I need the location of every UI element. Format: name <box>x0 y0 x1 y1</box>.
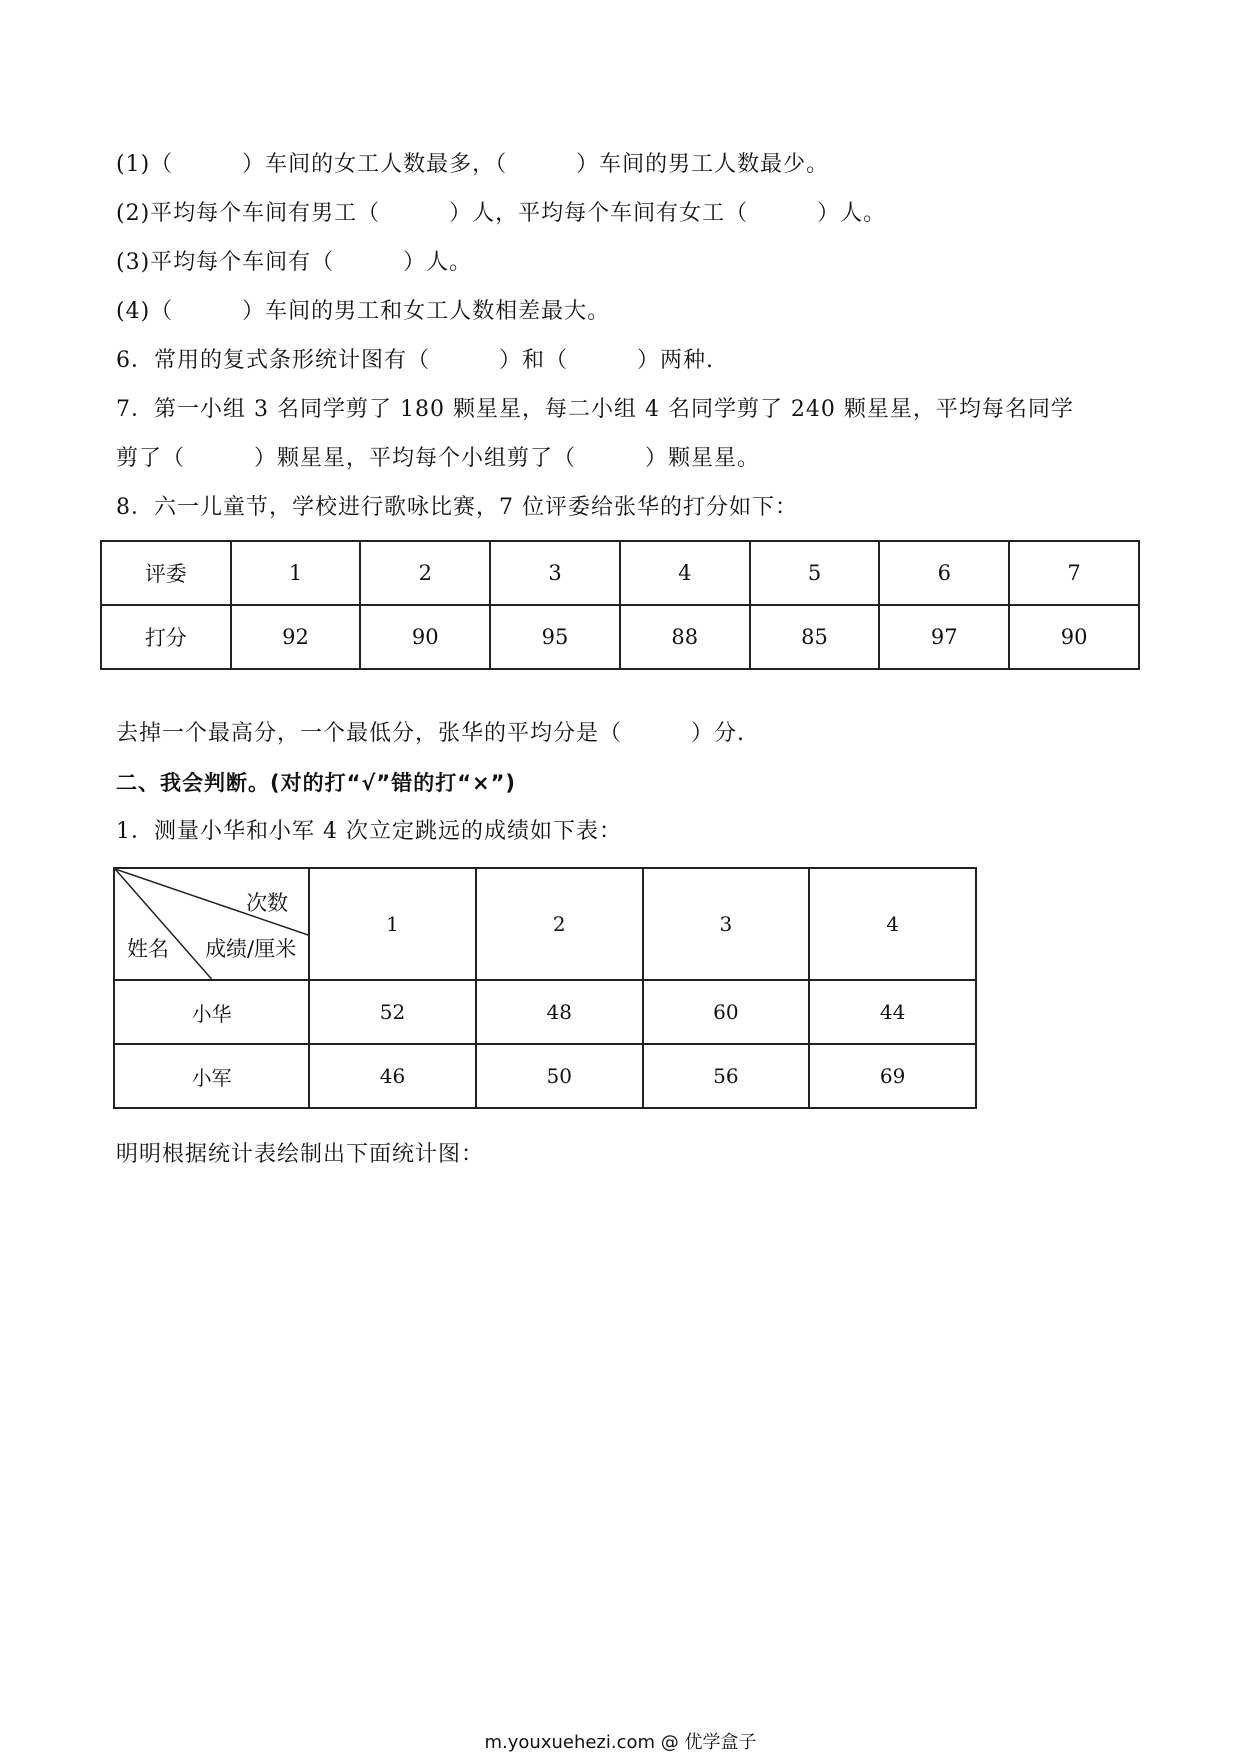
header-score-unit-label: 成绩/厘米 <box>205 937 297 961</box>
question-5-part-3: (3)平均每个车间有（ ）人。 <box>116 250 473 275</box>
score-cell: 88 <box>620 605 750 669</box>
judge-number: 3 <box>490 541 620 605</box>
question-6: 6．常用的复式条形统计图有（ ）和（ ）两种. <box>116 348 714 373</box>
judge-question-1: 1．测量小华和小军 4 次立定跳远的成绩如下表： <box>116 819 622 844</box>
question-7-line-2: 剪了（ ）颗星星，平均每个小组剪了（ ）颗星星。 <box>116 446 761 471</box>
judge-number: 1 <box>231 541 361 605</box>
judge-number: 5 <box>750 541 880 605</box>
score-cell: 90 <box>360 605 490 669</box>
row-label-judges: 评委 <box>101 541 231 605</box>
judge-question-1-follow-up: 明明根据统计表绘制出下面统计图： <box>116 1142 485 1167</box>
judge-number: 4 <box>620 541 750 605</box>
footer-watermark: m.youxuehezi.com @ 优学盒子 <box>484 1732 757 1753</box>
question-5-part-1: (1)（ ）车间的女工人数最多，（ ）车间的男工人数最少。 <box>116 152 830 177</box>
attempt-number: 4 <box>809 868 976 980</box>
jump-header-row <box>114 868 976 980</box>
question-8-follow-up: 去掉一个最高分，一个最低分，张华的平均分是（ ）分. <box>116 721 745 746</box>
question-5-part-4: (4)（ ）车间的男工和女工人数相差最大。 <box>116 299 611 324</box>
long-jump-table <box>113 867 977 1109</box>
jump-score: 69 <box>809 1044 976 1108</box>
question-5-part-2: (2)平均每个车间有男工（ ）人，平均每个车间有女工（ ）人。 <box>116 201 887 226</box>
jump-score: 48 <box>476 980 643 1044</box>
attempt-number: 3 <box>643 868 810 980</box>
judge-number: 2 <box>360 541 490 605</box>
student-name: 小华 <box>114 980 309 1044</box>
attempt-number: 2 <box>476 868 643 980</box>
jump-score: 60 <box>643 980 810 1044</box>
jump-score: 50 <box>476 1044 643 1108</box>
table-row <box>114 980 976 1044</box>
jump-score: 52 <box>309 980 476 1044</box>
judge-number: 6 <box>879 541 1009 605</box>
diagonal-header-cell <box>114 868 309 980</box>
section-2-heading: 二、我会判断。(对的打“√”错的打“×”) <box>116 771 517 795</box>
score-cell: 97 <box>879 605 1009 669</box>
header-attempts-label: 次数 <box>246 891 289 915</box>
judges-score-table <box>100 540 1140 670</box>
score-cell: 95 <box>490 605 620 669</box>
table-row <box>114 1044 976 1108</box>
judges-row <box>101 541 1139 605</box>
score-cell: 90 <box>1009 605 1139 669</box>
question-8: 8．六一儿童节，学校进行歌咏比赛，7 位评委给张华的打分如下： <box>116 495 798 520</box>
jump-score: 44 <box>809 980 976 1044</box>
score-cell: 85 <box>750 605 880 669</box>
judge-number: 7 <box>1009 541 1139 605</box>
scores-row <box>101 605 1139 669</box>
score-cell: 92 <box>231 605 361 669</box>
row-label-scores: 打分 <box>101 605 231 669</box>
attempt-number: 1 <box>309 868 476 980</box>
question-7-line-1: 7．第一小组 3 名同学剪了 180 颗星星，每二小组 4 名同学剪了 240 颗星星，平均每名同学 <box>116 397 1074 422</box>
jump-score: 46 <box>309 1044 476 1108</box>
jump-score: 56 <box>643 1044 810 1108</box>
student-name: 小军 <box>114 1044 309 1108</box>
header-name-label: 姓名 <box>127 937 169 961</box>
